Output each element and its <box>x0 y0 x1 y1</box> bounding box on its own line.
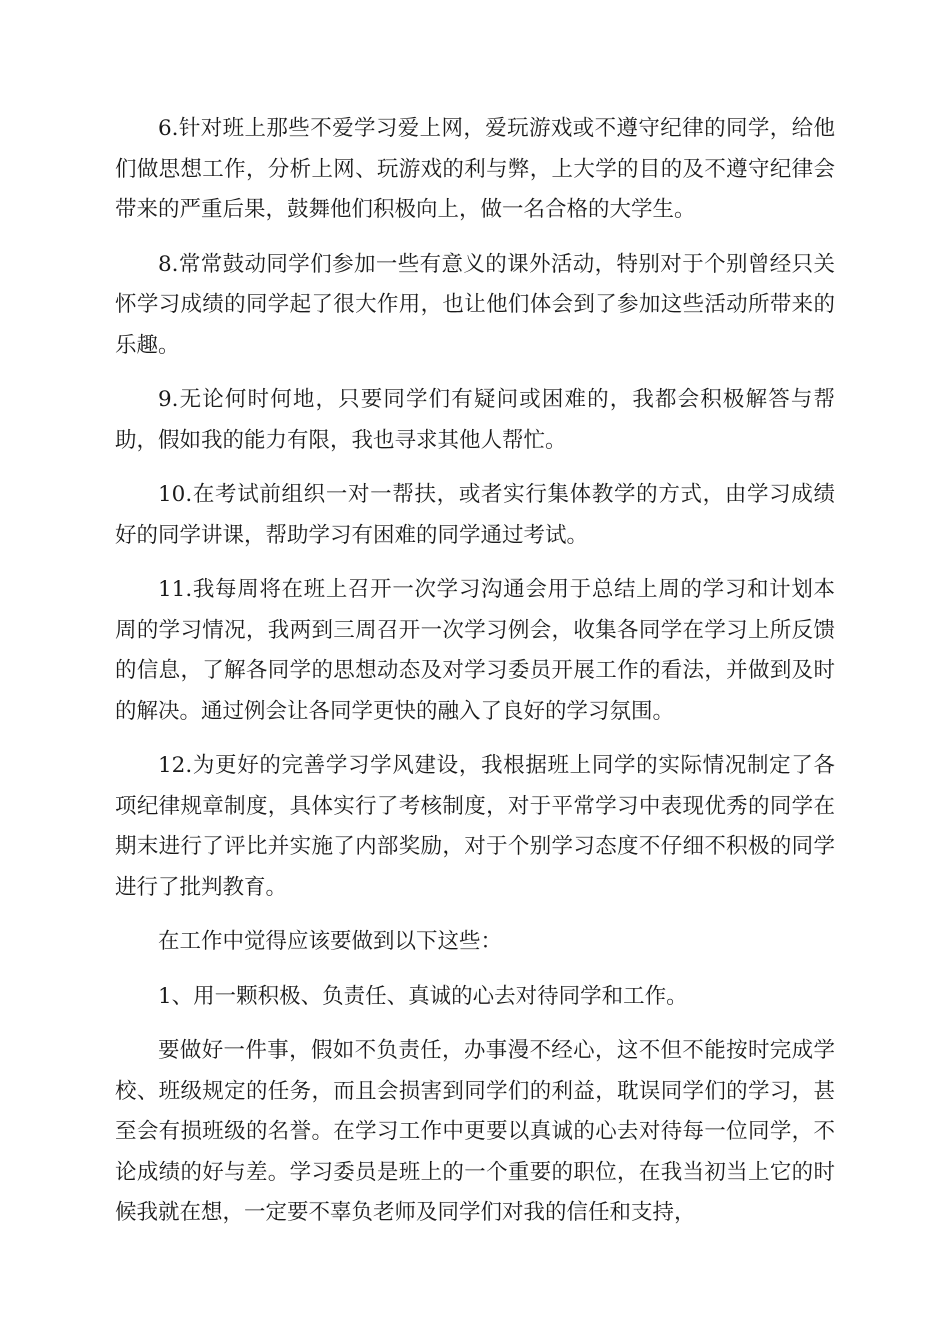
paragraph-item-12: 12.为更好的完善学习学风建设，我根据班上同学的实际情况制定了各项纪律规章制度，具体实行了考核制度，对于平常学习中表现优秀的同学在期末进行了评比并实施了内部奖励，对于个别学习态度不仔细不积极的同学进行了批判教育。 <box>115 753 835 900</box>
paragraph-item-9: 9.无论何时何地，只要同学们有疑问或困难的，我都会积极解答与帮助，假如我的能力有限，我也寻求其他人帮忙。 <box>115 387 835 453</box>
paragraph-point-1: 1、用一颗积极、负责任、真诚的心去对待同学和工作。 <box>158 983 688 1009</box>
paragraph-intro: 在工作中觉得应该要做到以下这些： <box>158 929 503 954</box>
paragraph-item-10: 10.在考试前组织一对一帮扶，或者实行集体教学的方式，由学习成绩好的同学讲课，帮助学习有困难的同学通过考试。 <box>115 482 835 548</box>
document-body <box>115 109 835 1248</box>
paragraph-body: 要做好一件事，假如不负责任，办事漫不经心，这不但不能按时完成学校、班级规定的任务，而且会损害到同学们的利益，耽误同学们的学习，甚至会有损班级的名誉。在学习工作中更要以真诚的心去对待每一位同学，不论成绩的好与差。学习委员是班上的一个重要的职位，在我当初当上它的时候我就在想，一定要不辜负老师及同学们对我的信任和支持， <box>115 1038 835 1225</box>
paragraph-item-6: 6.针对班上那些不爱学习爱上网，爱玩游戏或不遵守纪律的同学，给他们做思想工作，分析上网、玩游戏的利与弊，上大学的目的及不遵守纪律会带来的严重后果，鼓舞他们积极向上，做一名合格的大学生。 <box>115 116 835 222</box>
paragraph-item-11: 11.我每周将在班上召开一次学习沟通会用于总结上周的学习和计划本周的学习情况，我两到三周召开一次学习例会，收集各同学在学习上所反馈的信息，了解各同学的思想动态及对学习委员开展工作的看法，并做到及时的解决。通过例会让各同学更快的融入了良好的学习氛围。 <box>115 577 835 724</box>
paragraph-item-8: 8.常常鼓动同学们参加一些有意义的课外活动，特别对于个别曾经只关怀学习成绩的同学起了很大作用，也让他们体会到了参加这些活动所带来的乐趣。 <box>115 251 835 358</box>
